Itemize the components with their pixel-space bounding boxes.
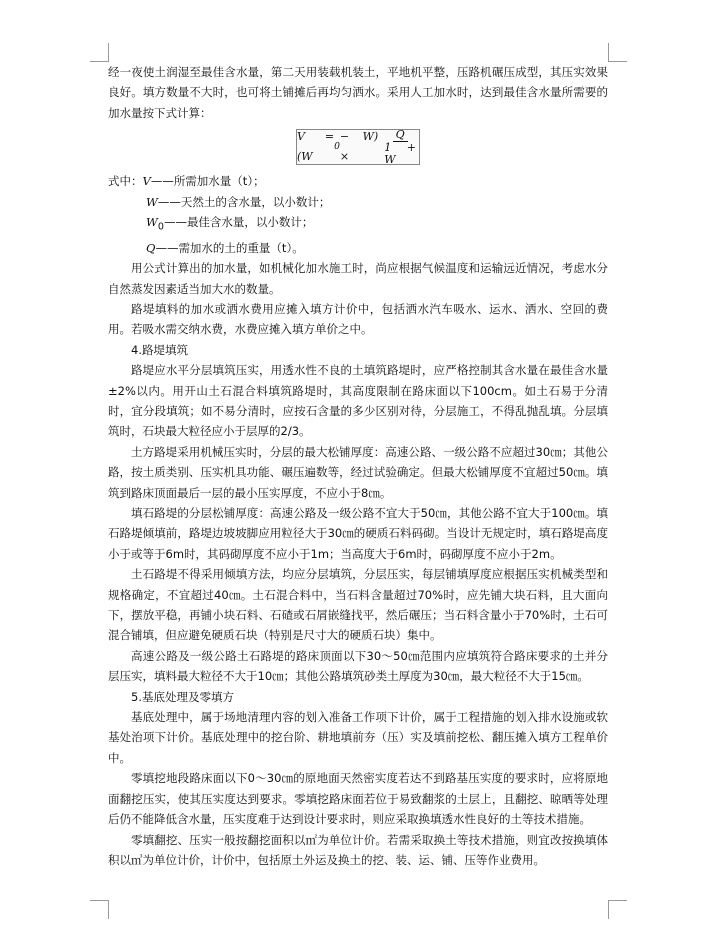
- formula-fraction: [381, 129, 419, 166]
- definition-text: ——最佳含水量，以小数计；: [163, 215, 314, 230]
- paragraph-water-cost: 路堤填料的加水或洒水费用应摊入填方计价中，包括洒水汽车吸水、运水、洒水、空回的费用。若吸水需交纳水费，水费应摊入填方单价之中。: [108, 301, 608, 337]
- formula-numerator: Q: [393, 129, 408, 142]
- paragraph-rock-fill: 填石路堤的分层松铺厚度：高速公路及一级公路不宜大于50㎝，其他公路不宜大于100㎝。填石路堤倾填前，路堤边坡坡脚应用粒径大于30㎝的硬质石料码砌。当设计无规定时，填石路堤高度小于或等于6m时，其码砌厚度不应小于1m；当高度大于6m时，码砌厚度不应小于2m。: [108, 506, 608, 561]
- definition-text: ——所需加水量（t）；: [150, 174, 265, 189]
- definition-sub: 0: [157, 221, 164, 233]
- definition-var: V: [142, 174, 151, 189]
- section-heading-embankment: 4.路堤填筑: [131, 342, 188, 357]
- definition-var: W: [146, 215, 158, 230]
- formula-definitions: [108, 171, 608, 258]
- definition-row: [108, 171, 608, 191]
- paragraph-earth-compaction: 土方路堤采用机械压实时，分层的最大松铺厚度：高速公路、一级公路不应超过30㎝；其他公路，按土质类别、压实机具功能、碾压遍数等，经过试验确定。但最大松铺厚度不宜超过50㎝。填筑到路床顶面最后一层的最小压实厚度，不应小于8㎝。: [108, 444, 608, 500]
- paragraph-foundation-treatment: 基底处理中，属于场地清理内容的划入准备工作项下计价，属于工程措施的划入排水设施或软基处治项下计价。基底处理中的挖台阶、耕地填前夯（压）实及填前挖松、翻压摊入填方工程单价中。: [108, 710, 608, 765]
- definition-row: [108, 192, 608, 212]
- paragraph-zero-fill: 零填挖地段路床面以下0～30㎝的原地面天然密实度若达不到路基压实度的要求时，应将原地面翻挖压实，使其压实度达到要求。零填挖路床面若位于易致翻浆的土层上，且翻挖、晾晒等处理后仍不能降低含水量，压实度难于达到设计要求时，则应采取换填透水性良好的土等技术措施。: [108, 771, 608, 827]
- section-heading-foundation: 5.基底处理及零填方: [131, 689, 234, 704]
- crop-mark-bottom-left: [90, 900, 109, 919]
- formula-sub: 0: [334, 141, 340, 153]
- formula-lhs: V = (W: [297, 129, 335, 164]
- formula-denominator: 1 + W: [384, 140, 416, 166]
- water-formula: [296, 129, 420, 165]
- crop-mark-top-right: [608, 43, 627, 62]
- definition-row: [108, 238, 608, 258]
- paragraph-layered-fill: 路堤应水平分层填筑压实，用透水性不良的土填筑路堤时，应严格控制其含水量在最佳含水量±2%以内。用开山土石混合料填筑路堤时，其高度限制在路床面以下100cm。如土石易于分清时，宜分段填筑；如不易分清时，应按石含量的多少区别对待，分层施工，不得乱抛乱填。分层填筑时，石块最大粒径应小于层厚的2/3。: [108, 363, 608, 439]
- paragraph-water-intro: 经一夜使土润湿至最佳含水量，第二天用装载机装土，平地机平整，压路机碾压成型，其压实效果良好。填方数量不大时，也可将土铺摊后再均匀洒水。采用人工加水时，达到最佳含水量所需要的加水量按下式计算：: [108, 65, 608, 120]
- paragraph-zero-fill-pricing: 零填翻挖、压实一般按翻挖面积以㎡为单位计价。若需采取换土等技术措施，则宜改按换填体积以㎥为单位计价，计价中，包括原土外运及换土的挖、装、运、铺、压等作业费用。: [108, 832, 608, 867]
- definition-text: ——需加水的土的重量（t）。: [155, 240, 304, 255]
- document-body: [108, 62, 608, 870]
- definition-var: Q: [146, 240, 156, 255]
- definition-text: ——天然土的含水量，以小数计；: [157, 194, 331, 209]
- paragraph-water-amount: 用公式计算出的加水量，如机械化加水施工时，尚应根据气候温度和运输远近情况，考虑水分自然蒸发因素适当加大水的数量。: [108, 261, 608, 296]
- definitions-lead: 式中：: [108, 174, 143, 189]
- paragraph-subgrade-top: 高速公路及一级公路土石路堤的路床顶面以下30～50㎝范围内应填筑符合路床要求的土并分层压实，填料最大粒径不大于10㎝；其他公路填筑砂类土厚度为30㎝，最大粒径不大于15㎝。: [108, 648, 608, 684]
- paragraph-earth-rock-fill: 土石路堤不得采用倾填方法，均应分层填筑，分层压实，每层铺填厚度应根据压实机械类型和规格确定，不宜超过40㎝。土石混合料中，当石料含量超过70%时，应先铺大块石料，且大面向下，摆放平稳，再铺小块石料、石碴或石屑嵌缝找平，然后碾压；当石料含量小于70%时，土石可混合铺填，但应避免硬质石块（特别是尺寸大的硬质石块）集中。: [108, 567, 608, 643]
- definition-row: [108, 212, 608, 238]
- formula-mid: − W) ×: [339, 129, 379, 164]
- crop-mark-bottom-right: [608, 900, 627, 919]
- definition-var: W: [146, 194, 158, 209]
- crop-mark-top-left: [90, 43, 109, 62]
